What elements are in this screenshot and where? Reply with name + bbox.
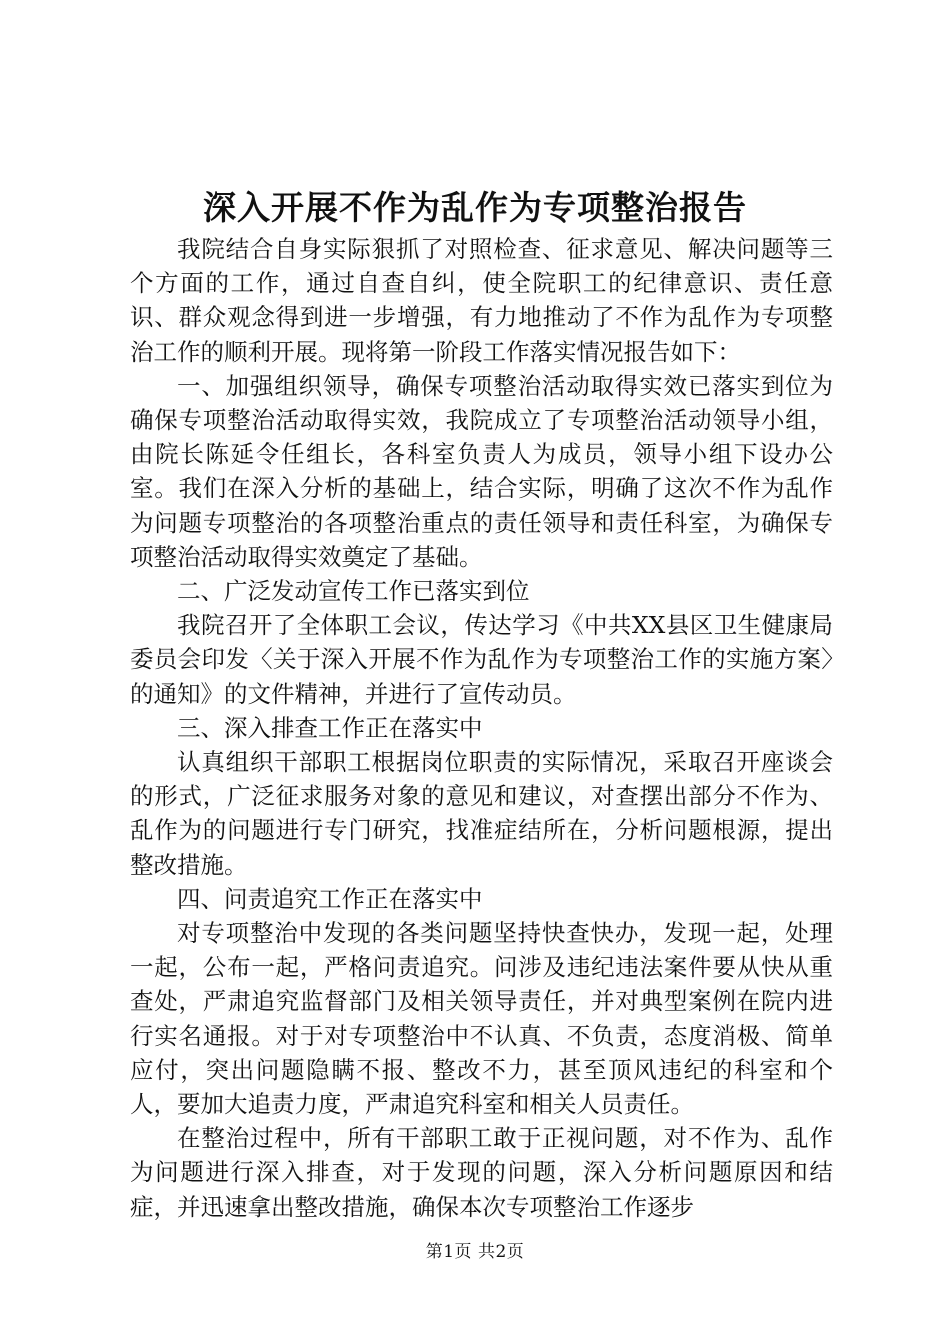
paragraph-intro: 我院结合自身实际狠抓了对照检查、征求意见、解决问题等三个方面的工作，通过自查自纠，使全院职工的纪律意识、责任意识、群众观念得到进一步增强，有力地推动了不作为乱作为专项整治工作的顺利开展。现将第一阶段工作落实情况报告如下： xyxy=(130,235,833,366)
paragraph-section-4: 对专项整治中发现的各类问题坚持快查快办，发现一起，处理一起，公布一起，严格问责追究。问涉及违纪违法案件要从快从重查处，严肃追究监督部门及相关领导责任，并对典型案例在院内进行实名通报。对于对专项整治中不认真、不负责，态度消极、简单应付，突出问题隐瞒不报、整改不力，甚至顶风违纪的科室和个人，要加大追责力度，严肃追究科室和相关人员责任。 xyxy=(130,919,833,1119)
heading-section-4: 四、问责追究工作正在落实中 xyxy=(177,884,483,913)
heading-section-2: 二、广泛发动宣传工作已落实到位 xyxy=(177,577,530,606)
paragraph-section-1: 一、加强组织领导，确保专项整治活动取得实效已落实到位为确保专项整治活动取得实效，我院成立了专项整治活动领导小组，由院长陈延令任组长，各科室负责人为成员，领导小组下设办公室。我们在深入分析的基础上，结合实际，明确了这次不作为乱作为问题专项整治的各项整治重点的责任领导和责任科室，为确保专项整治活动取得实效奠定了基础。 xyxy=(130,371,833,571)
paragraph-process: 在整治过程中，所有干部职工敢于正视问题，对不作为、乱作为问题进行深入排查，对于发现的问题，深入分析问题原因和结症，并迅速拿出整改措施，确保本次专项整治工作逐步 xyxy=(130,1124,833,1221)
paragraph-section-2: 我院召开了全体职工会议，传达学习《中共XX县区卫生健康局委员会印发〈关于深入开展不作为乱作为专项整治工作的实施方案〉的通知》的文件精神，并进行了宣传动员。 xyxy=(130,611,833,708)
paragraph-section-3: 认真组织干部职工根据岗位职责的实际情况，采取召开座谈会的形式，广泛征求服务对象的意见和建议，对查摆出部分不作为、乱作为的问题进行专门研究，找准症结所在，分析问题根源，提出整改措施。 xyxy=(130,748,833,879)
document-title: 深入开展不作为乱作为专项整治报告 xyxy=(203,188,747,227)
page-footer: 第1页 共2页 xyxy=(425,1242,525,1262)
heading-section-3: 三、深入排查工作正在落实中 xyxy=(177,713,483,742)
document-body xyxy=(130,232,833,1224)
